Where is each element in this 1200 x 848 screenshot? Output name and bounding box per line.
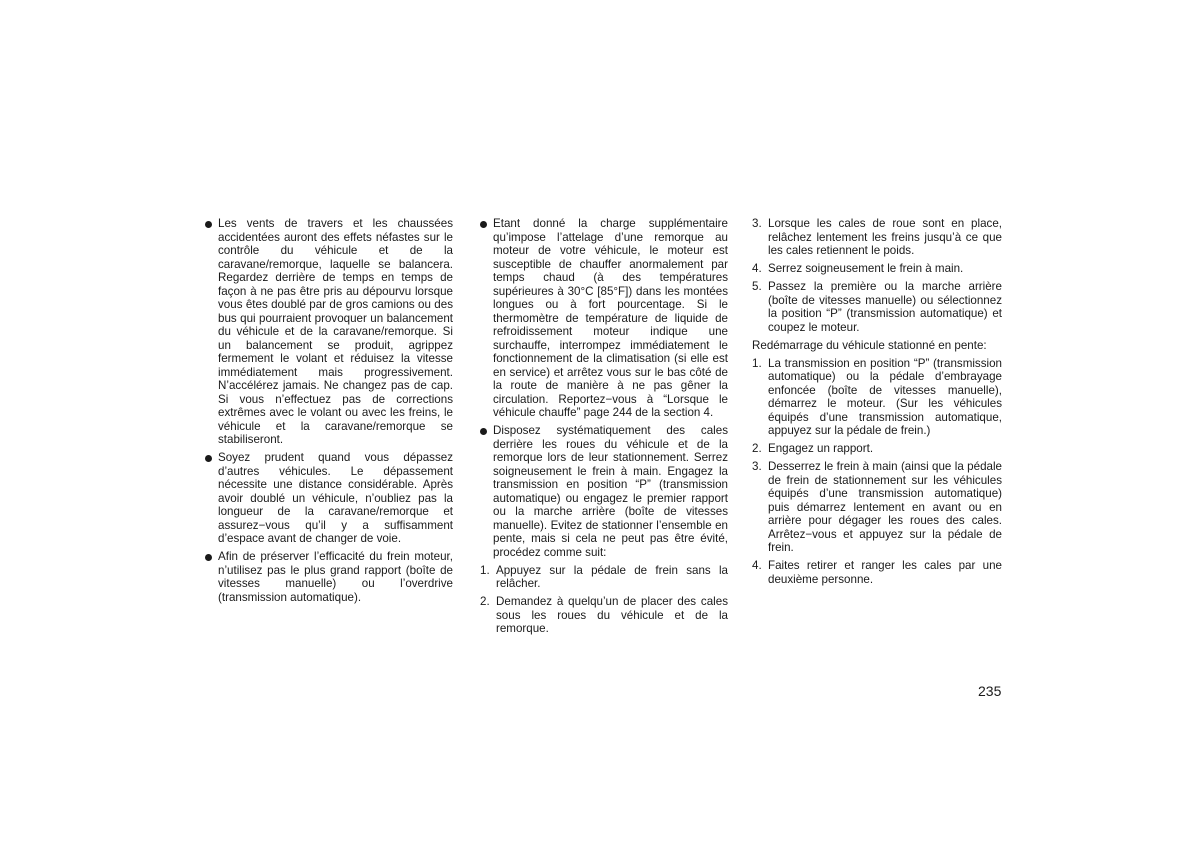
bullet-item-engine-brake (205, 550, 453, 604)
step-text: Engagez un rapport. (768, 442, 874, 455)
step-item (752, 280, 1002, 334)
text-column-3 (752, 217, 1002, 591)
text-column-2 (480, 217, 728, 640)
bullet-icon (205, 550, 212, 564)
step-number: 4. (752, 262, 762, 275)
step-text: La transmission en position “P” (transmission automatique) ou la pédale d’embrayage enfoncée (boîte de vitesses manuelle), démarrez le moteur. (Sur les véhicules équipés d’une transmission automatique, appuyez sur la pédale de frein.) (768, 356, 1002, 437)
bullet-item-overtaking (205, 451, 453, 546)
bullet-text: Etant donné la charge supplémentaire qu’impose l’attelage d’une remorque au moteur de votre véhicule, le moteur est susceptible de chauffer anormalement par temps chaud (à des températures supérieures à 30°C [85°F]) dans les montées longues ou à fort pourcentage. Si le thermomètre de température de liquide de refroidissement moteur indique une surchauffe, interrompez immédiatement le fonctionnement de la climatisation (si elle est en service) et arrêtez vous sur le bas côté de la route de manière à ne pas gêner la circulation. Reportez−vous à “Lorsque le véhicule chauffe” page 244 de la section 4. (493, 217, 728, 419)
step-number: 1. (752, 356, 762, 370)
bullet-item-wheel-chocks (480, 424, 728, 559)
step-text: Appuyez sur la pédale de frein sans la relâcher. (496, 563, 728, 590)
step-number: 5. (752, 280, 762, 293)
step-number: 1. (480, 563, 490, 577)
bullet-icon (480, 217, 487, 231)
bullet-icon (480, 424, 487, 438)
bullet-item-crosswinds (205, 217, 453, 447)
step-item (752, 262, 1002, 276)
bullet-text: Les vents de travers et les chaussées accidentées auront des effets néfastes sur le contrôle du véhicule et de la caravane/remorque, laquelle se balancera. Regardez derrière de temps en temps de façon à ne pas être pris au dépourvu lorsque vous êtes doublé par de gros camions ou des bus qui pourraient provoquer un balancement du véhicule et de la caravane/remorque. Si un balancement se produit, agrippez fermement le volant et réduisez la vitesse immédiatement mais progressivement. N’accélérez jamais. Ne changez pas de cap. Si vous n’effectuez pas de corrections extrêmes avec le volant ou avec les freins, le véhicule et la caravane/remorque se stabiliseront. (218, 217, 453, 446)
step-text: Lorsque les cales de roue sont en place, relâchez lentement les freins jusqu’à ce que les cales retiennent le poids. (768, 217, 1002, 257)
bullet-icon (205, 451, 212, 465)
bullet-icon (205, 217, 212, 231)
step-number: 3. (752, 460, 762, 473)
section-heading-restart: Redémarrage du véhicule stationné en pente: (752, 338, 987, 352)
step-text: Serrez soigneusement le frein à main. (768, 262, 964, 275)
text-column-1 (205, 217, 453, 609)
step-number: 2. (752, 442, 762, 455)
bullet-item-overheating (480, 217, 728, 420)
restart-step-item (752, 460, 1002, 555)
step-number: 2. (480, 595, 490, 608)
bullet-text: Disposez systématiquement des cales derrière les roues du véhicule et de la remorque lors de leur stationnement. Serrez soigneusement le frein à main. Engagez la transmission en position “P” (transmission automatique) ou engagez le premier rapport ou la marche arrière (boîte de vitesses manuelle). Evitez de stationner l’ensemble en pente, mais si cela ne peut pas être évité, procédez comme suit: (493, 424, 728, 559)
step-text: Demandez à quelqu’un de placer des cales sous les roues du véhicule et de la remorque. (496, 595, 728, 635)
restart-step-item (752, 357, 1002, 438)
step-text: Desserrez le frein à main (ainsi que la pédale de frein de stationnement sur les véhicules équipés d’une transmission automatique) puis démarrez lentement en avant ou en arrière pour dégager les roues des cales. Arrêtez−vous et appuyez sur la pédale de frein. (768, 460, 1002, 554)
step-text: Passez la première ou la marche arrière (boîte de vitesses manuelle) ou sélectionnez la position “P” (transmission automatique) et coupez le moteur. (768, 280, 1002, 334)
step-item (480, 564, 728, 591)
step-number: 4. (752, 559, 762, 572)
restart-step-item (752, 559, 1002, 586)
step-text: Faites retirer et ranger les cales par une deuxième personne. (768, 559, 1002, 586)
step-item (480, 595, 728, 636)
page-number: 235 (978, 683, 1002, 699)
bullet-text: Afin de préserver l’efficacité du frein moteur, n’utilisez pas le plus grand rapport (boîte de vitesses manuelle) ou l’overdrive (transmission automatique). (218, 550, 453, 604)
step-item (752, 217, 1002, 258)
restart-step-item (752, 442, 1002, 456)
step-number: 3. (752, 217, 762, 230)
bullet-text: Soyez prudent quand vous dépassez d’autres véhicules. Le dépassement nécessite une distance considérable. Après avoir doublé un véhicule, n’oubliez pas la longueur de la caravane/remorque et assurez−vous qu’il y a suffisamment d’espace avant de changer de voie. (218, 451, 453, 545)
